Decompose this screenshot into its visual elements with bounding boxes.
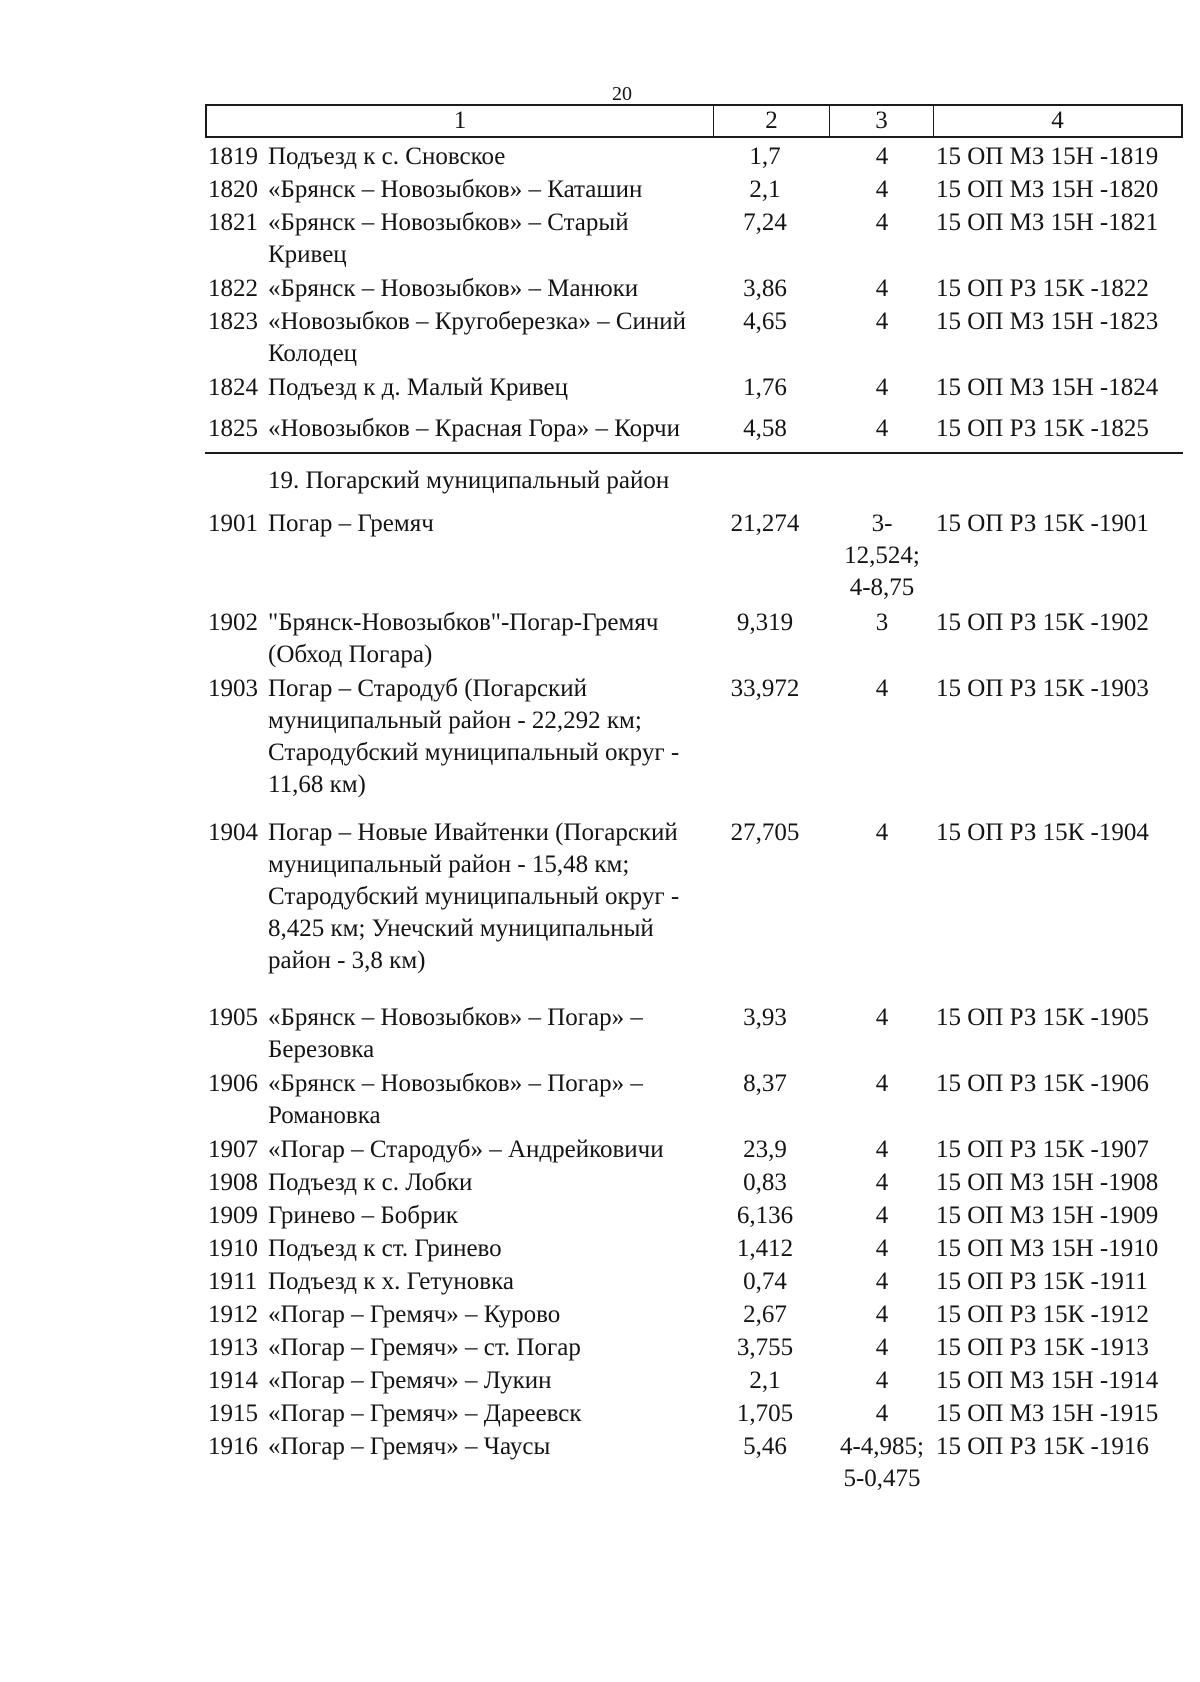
road-length: 4,58 [743,415,787,442]
road-code: 15 ОП РЗ 15К -1902 [936,609,1149,636]
road-length: 5,46 [743,1433,787,1460]
road-name: «Погар – Гремяч» – Лукин [268,1367,552,1394]
road-category: 4 [875,1202,889,1229]
road-category: 4 [875,1400,889,1427]
road-code: 15 ОП РЗ 15К -1825 [936,415,1149,442]
row-number: 1908 [208,1169,258,1196]
road-name: Погар – Стародуб (Погарский муниципальный район - 22,292 км; Стародубский муниципальный округ - 11,68 км) [268,675,680,798]
road-length: 21,274 [730,510,800,537]
road-length: 23,9 [743,1136,787,1163]
row-number: 1912 [208,1301,258,1328]
road-category: 4 [875,374,889,401]
road-category: 4 [875,176,889,203]
road-name: Подъезд к с. Лобки [268,1169,473,1196]
road-name: «Брянск – Новозыбков» – Старый Кривец [268,209,629,268]
row-number: 1823 [208,308,258,335]
road-name: «Брянск – Новозыбков» – Каташин [268,176,643,203]
header-col-4: 4 [1051,107,1064,134]
road-code: 15 ОП МЗ 15Н -1908 [936,1169,1159,1196]
road-length: 9,319 [736,609,794,636]
road-category: 4 [875,275,889,302]
road-category: 4 [875,675,889,702]
road-name: «Погар – Гремяч» – Курово [268,1301,561,1328]
row-number: 1910 [208,1235,258,1262]
road-name: Подъезд к х. Гетуновка [268,1268,514,1295]
road-category: 4 [875,1367,889,1394]
row-number: 1901 [208,510,258,537]
road-code: 15 ОП МЗ 15Н -1824 [936,374,1159,401]
road-category: 4 [875,1268,889,1295]
road-category: 3- 12,524; 4-8,75 [844,510,920,601]
road-category: 4 [875,1169,889,1196]
row-number: 1913 [208,1334,258,1361]
row-number: 1909 [208,1202,258,1229]
road-category: 4 [875,143,889,170]
road-category: 4 [875,1301,889,1328]
road-length: 2,1 [749,176,781,203]
road-name: «Брянск – Новозыбков» – Манюки [268,275,639,302]
row-number: 1906 [208,1070,258,1097]
road-length: 2,1 [749,1367,781,1394]
road-code: 15 ОП РЗ 15К -1912 [936,1301,1149,1328]
road-name: Подъезд к с. Сновское [268,143,506,170]
road-category: 4 [875,1235,889,1262]
road-length: 1,412 [736,1235,794,1262]
road-name: Погар – Новые Ивайтенки (Погарский муниципальный район - 15,48 км; Стародубский муниципальный округ - 8,425 км; Унечский муниципальный район - 3,8 км) [268,819,680,974]
road-length: 1,76 [743,374,787,401]
row-number: 1825 [208,415,258,442]
road-code: 15 ОП РЗ 15К -1911 [936,1268,1148,1295]
section-divider [205,452,1183,454]
road-code: 15 ОП МЗ 15Н -1823 [936,308,1159,335]
road-length: 27,705 [730,819,800,846]
row-number: 1903 [208,675,258,702]
row-number: 1907 [208,1136,258,1163]
road-code: 15 ОП РЗ 15К -1905 [936,1004,1149,1031]
road-length: 1,705 [736,1400,794,1427]
row-number: 1821 [208,209,258,236]
road-code: 15 ОП МЗ 15Н -1915 [936,1400,1159,1427]
road-category: 3 [875,609,889,636]
row-number: 1824 [208,374,258,401]
road-name: «Погар – Гремяч» – Дареевск [268,1400,582,1427]
road-length: 2,67 [743,1301,787,1328]
road-code: 15 ОП РЗ 15К -1822 [936,275,1149,302]
road-category: 4 [875,819,889,846]
road-length: 8,37 [743,1070,787,1097]
road-code: 15 ОП МЗ 15Н -1909 [936,1202,1159,1229]
row-number: 1915 [208,1400,258,1427]
road-name: «Погар – Гремяч» – ст. Погар [268,1334,581,1361]
road-code: 15 ОП МЗ 15Н -1910 [936,1235,1159,1262]
road-length: 3,86 [743,275,787,302]
header-col-3: 3 [830,106,934,136]
road-name: Подъезд к д. Малый Кривец [268,374,569,401]
road-length: 0,83 [743,1169,787,1196]
row-number: 1822 [208,275,258,302]
road-category: 4 [875,1004,889,1031]
road-name: Погар – Гремяч [268,510,434,537]
road-code: 15 ОП РЗ 15К -1903 [936,675,1149,702]
road-category: 4 [875,1070,889,1097]
road-name: «Погар – Гремяч» – Чаусы [268,1433,551,1460]
section-title: 19. Погарский муниципальный район [268,467,670,494]
row-number: 1904 [208,819,258,846]
road-category: 4 [875,308,889,335]
row-number: 1916 [208,1433,258,1460]
road-code: 15 ОП РЗ 15К -1906 [936,1070,1149,1097]
road-name: "Брянск-Новозыбков"-Погар-Гремяч (Обход Погара) [268,609,659,668]
row-number: 1819 [208,143,258,170]
road-name: Гринево – Бобрик [268,1202,458,1229]
road-name: Подъезд к ст. Гринево [268,1235,502,1262]
row-number: 1914 [208,1367,258,1394]
road-length: 3,93 [743,1004,787,1031]
row-number: 1911 [208,1268,258,1295]
road-name: «Новозыбков – Красная Гора» – Корчи [268,415,680,442]
road-name: «Погар – Стародуб» – Андрейковичи [268,1136,664,1163]
road-category: 4-4,985; 5-0,475 [839,1433,925,1492]
header-col-2: 2 [714,106,830,136]
road-length: 3,755 [736,1334,794,1361]
road-category: 4 [875,1136,889,1163]
road-length: 7,24 [743,209,787,236]
road-name: «Брянск – Новозыбков» – Погар» – Романовка [268,1070,643,1129]
road-length: 4,65 [743,308,787,335]
road-code: 15 ОП МЗ 15Н -1820 [936,176,1159,203]
road-code: 15 ОП РЗ 15К -1916 [936,1433,1149,1460]
road-code: 15 ОП РЗ 15К -1907 [936,1136,1149,1163]
table-header [205,104,1183,138]
road-code: 15 ОП РЗ 15К -1913 [936,1334,1149,1361]
road-code: 15 ОП МЗ 15Н -1914 [936,1367,1159,1394]
row-number: 1820 [208,176,258,203]
row-number: 1905 [208,1004,258,1031]
road-category: 4 [875,209,889,236]
road-length: 1,7 [749,143,781,170]
road-name: «Новозыбков – Кругоберезка» – Синий Колодец [268,308,687,367]
road-length: 6,136 [736,1202,794,1229]
road-code: 15 ОП МЗ 15Н -1821 [936,209,1159,236]
road-code: 15 ОП РЗ 15К -1901 [936,510,1149,537]
road-code: 15 ОП РЗ 15К -1904 [936,819,1149,846]
row-number: 1902 [208,609,258,636]
header-col-1: 1 [207,106,714,136]
road-code: 15 ОП МЗ 15Н -1819 [936,143,1159,170]
road-length: 0,74 [743,1268,787,1295]
road-category: 4 [875,1334,889,1361]
road-length: 33,972 [730,675,800,702]
road-category: 4 [875,415,889,442]
road-name: «Брянск – Новозыбков» – Погар» – Березовка [268,1004,643,1063]
page-number: 20 [612,83,632,105]
